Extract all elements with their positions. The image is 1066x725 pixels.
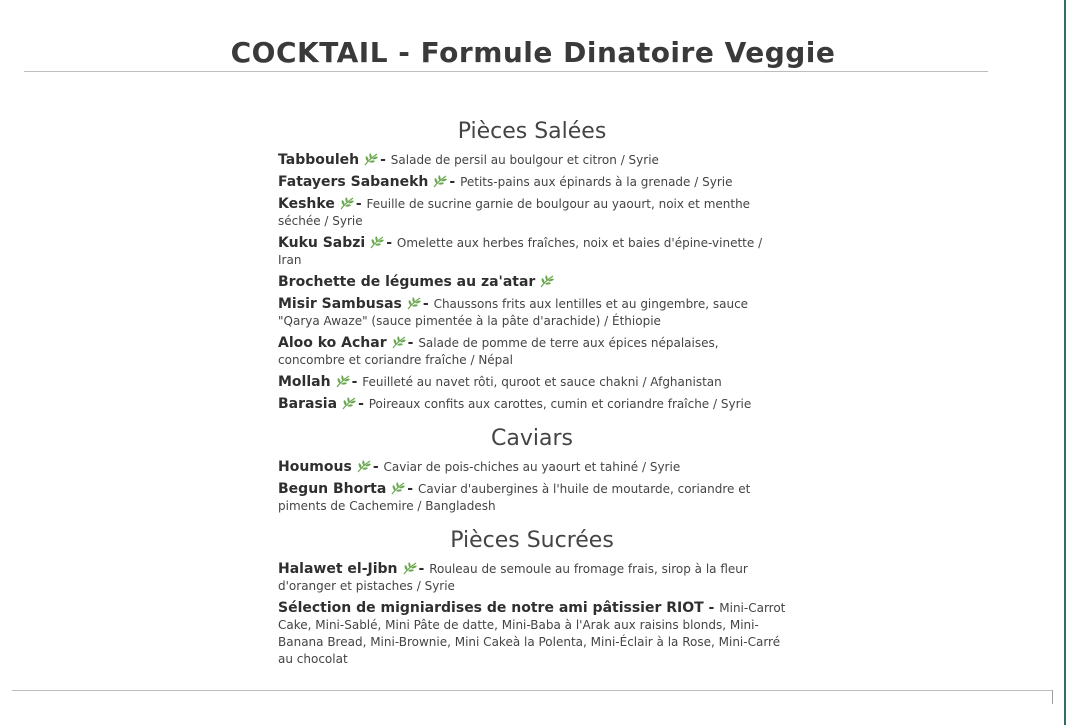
leaf-icon [335, 374, 351, 388]
item-separator: - [703, 600, 720, 616]
item-description: Petits-pains aux épinards à la grenade / Syrie [460, 175, 733, 189]
menu-item [278, 481, 786, 515]
title-divider [24, 71, 988, 72]
item-separator: - [386, 235, 397, 251]
menu-item [278, 600, 786, 668]
item-description: Omelette aux herbes fraîches, noix et baies d'épine-vinette / Iran [278, 236, 763, 267]
item-name: Brochette de légumes au za'atar [278, 274, 536, 290]
leaf-icon [539, 274, 555, 288]
item-name: Tabbouleh [278, 152, 360, 168]
leaf-icon [356, 459, 372, 473]
menu-section [278, 116, 786, 413]
item-name: Kuku Sabzi [278, 235, 366, 251]
item-separator: - [380, 152, 391, 168]
item-name: Halawet el-Jibn [278, 561, 398, 577]
item-description: Salade de persil au boulgour et citron / Syrie [390, 153, 659, 167]
footer-tick [1052, 690, 1053, 704]
leaf-icon [391, 335, 407, 349]
leaf-icon [406, 296, 422, 310]
menu-item [278, 296, 786, 330]
menu-section [278, 525, 786, 668]
item-description: Caviar de pois-chiches au yaourt et tahiné / Syrie [383, 460, 681, 474]
item-separator: - [351, 374, 363, 390]
menu-item [278, 196, 786, 230]
item-separator: - [355, 196, 367, 212]
item-description: Feuille de sucrine garnie de boulgour au yaourt, noix et menthe séchée / Syrie [278, 197, 751, 228]
section-title: Caviars [491, 426, 573, 451]
item-description: Chaussons frits aux lentilles et au gingembre, sauce "Qarya Awaze" (sauce pimentée à la pâte d'arachide) / Éthiopie [278, 297, 749, 328]
item-description: Poireaux confits aux carottes, cumin et coriandre fraîche / Syrie [368, 397, 752, 411]
item-description: Caviar d'aubergines à l'huile de moutarde, coriandre et piments de Cachemire / Bangladesh [278, 482, 751, 513]
item-description: Rouleau de semoule au fromage frais, sirop à la fleur d'oranger et pistaches / Syrie [278, 562, 748, 593]
menu-item [278, 561, 786, 595]
menu-item [278, 396, 786, 413]
menu-item [278, 174, 786, 191]
menu-item [278, 274, 786, 291]
item-name: Keshke [278, 196, 335, 212]
item-separator: - [422, 296, 434, 312]
leaf-icon [402, 561, 418, 575]
item-name: Barasia [278, 396, 338, 412]
item-description: Salade de pomme de terre aux épices népalaises, concombre et coriandre fraîche / Népal [278, 336, 719, 367]
menu-item [278, 235, 786, 269]
page-title: COCKTAIL - Formule Dinatoire Veggie [230, 36, 836, 69]
menu-item [278, 152, 786, 169]
menu-item [278, 335, 786, 369]
item-separator: - [418, 561, 430, 577]
item-name: Houmous [278, 459, 352, 475]
item-description: Feuilleté au navet rôti, quroot et sauce chakni / Afghanistan [362, 375, 722, 389]
footer-divider [12, 690, 1053, 691]
item-name: Sélection de migniardises de notre ami pâtissier RIOT [278, 600, 704, 616]
item-separator: - [449, 174, 461, 190]
section-title: Pièces Sucrées [450, 528, 614, 553]
leaf-icon [369, 235, 385, 249]
item-name: Begun Bhorta [278, 481, 387, 497]
item-separator: - [358, 396, 369, 412]
leaf-icon [390, 481, 406, 495]
item-name: Aloo ko Achar [278, 335, 387, 351]
item-description: Mini-Carrot Cake, Mini-Sablé, Mini Pâte de datte, Mini-Baba à l'Arak aux raisins blonds, Mini-Banana Bread, Mini-Brownie, Mini Cakeà la Polenta, Mini-Éclair à la Rose, Mini-Carré au chocolat [278, 601, 786, 666]
item-separator: - [407, 335, 419, 351]
menu-item [278, 374, 786, 391]
menu-content [278, 116, 786, 678]
leaf-icon [432, 174, 448, 188]
item-name: Fatayers Sabanekh [278, 174, 429, 190]
item-separator: - [372, 459, 384, 475]
leaf-icon [363, 152, 379, 166]
section-title: Pièces Salées [457, 119, 607, 144]
menu-item [278, 459, 786, 476]
leaf-icon [341, 396, 357, 410]
item-name: Misir Sambusas [278, 296, 402, 312]
item-name: Mollah [278, 374, 331, 390]
menu-section [278, 423, 786, 515]
leaf-icon [339, 196, 355, 210]
item-separator: - [407, 481, 418, 497]
